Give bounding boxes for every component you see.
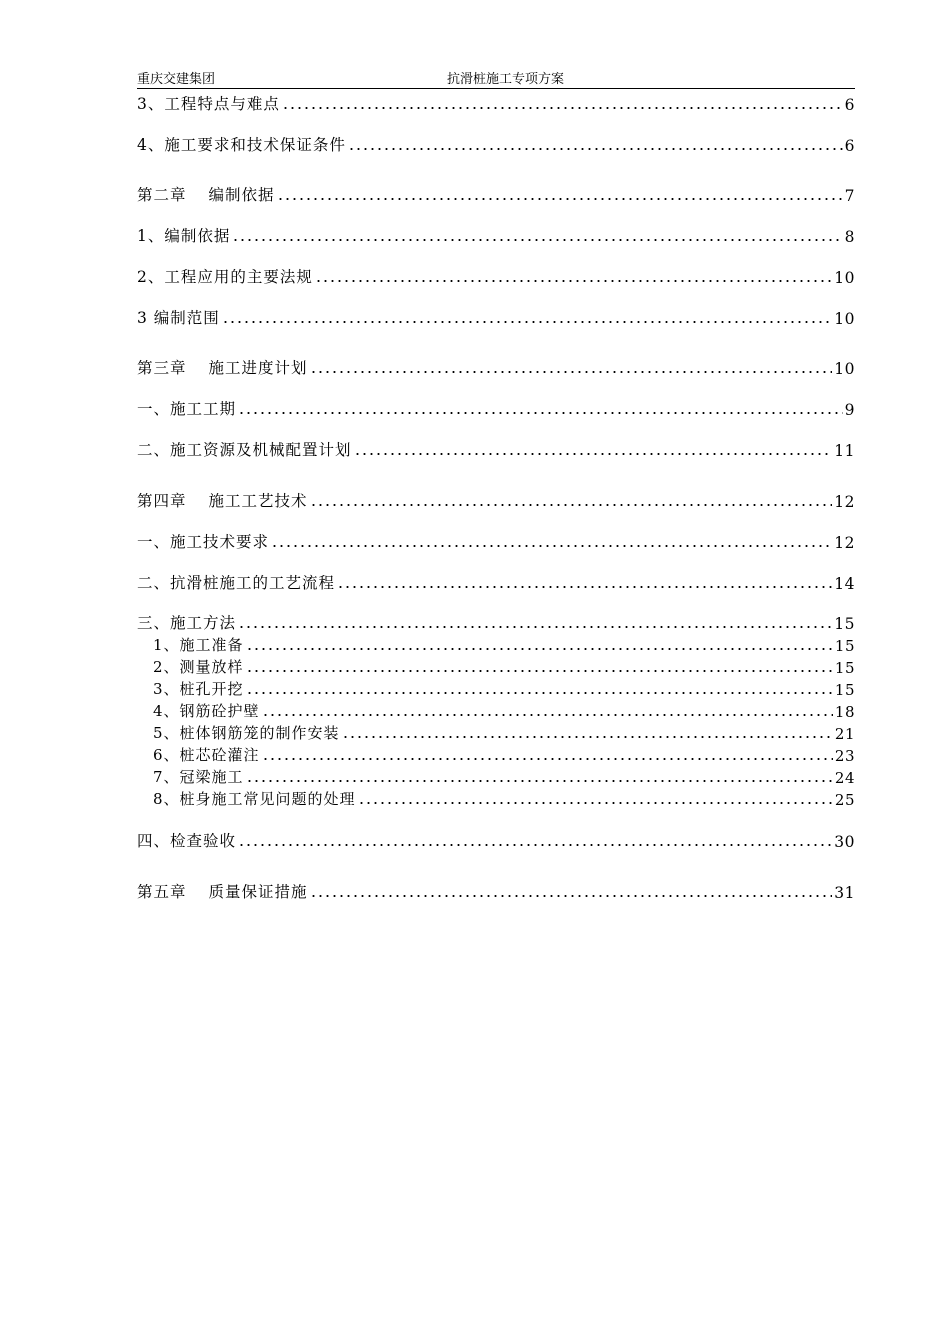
chapter-number: 第四章	[137, 492, 187, 510]
toc-subentry[interactable]	[137, 701, 855, 721]
toc-title: 四、检查验收	[137, 832, 237, 850]
toc-page: 11	[834, 442, 855, 460]
toc-page: 14	[834, 575, 855, 593]
chapter-name: 编制依据	[208, 186, 275, 204]
toc-leader	[337, 585, 832, 589]
toc-leader	[342, 735, 833, 739]
toc-chapter-entry[interactable]	[137, 880, 855, 902]
toc-entry[interactable]	[137, 133, 855, 155]
toc-subentry[interactable]	[137, 657, 855, 677]
toc-title: 4、钢筋砼护壁	[153, 702, 260, 720]
toc-entry[interactable]	[137, 306, 855, 328]
toc-leader	[222, 320, 832, 324]
chapter-name: 质量保证措施	[208, 883, 308, 901]
toc-leader	[246, 779, 833, 783]
toc-leader	[310, 370, 833, 374]
toc-title: 3、工程特点与难点	[137, 95, 280, 113]
toc-title: 8、桩身施工常见问题的处理	[153, 790, 356, 808]
toc-title	[137, 356, 308, 378]
chapter-number: 第五章	[137, 883, 187, 901]
toc-title: 5、桩体钢筋笼的制作安装	[153, 724, 340, 742]
toc-title	[137, 489, 308, 511]
toc-page: 18	[834, 703, 855, 721]
toc-leader	[238, 843, 832, 847]
chapter-name: 施工工艺技术	[208, 492, 308, 510]
toc-page: 10	[834, 310, 855, 328]
chapter-name: 施工进度计划	[208, 359, 308, 377]
toc-title: 7、冠梁施工	[153, 768, 244, 786]
toc-title: 6、桩芯砼灌注	[153, 746, 260, 764]
toc-page: 12	[834, 534, 855, 552]
toc-title: 3、桩孔开挖	[153, 680, 244, 698]
toc-page: 6	[844, 96, 855, 114]
toc-page: 10	[834, 269, 855, 287]
toc-leader	[238, 625, 832, 629]
toc-subentry[interactable]	[137, 723, 855, 743]
toc-entry[interactable]	[137, 92, 855, 114]
toc-subentry[interactable]	[137, 635, 855, 655]
toc-page: 23	[834, 747, 855, 765]
toc-page: 15	[834, 659, 855, 677]
page-header	[137, 66, 855, 89]
toc-page: 30	[834, 833, 855, 851]
toc-leader	[310, 503, 833, 507]
toc-page: 25	[834, 791, 855, 809]
toc-title: 一、施工技术要求	[137, 533, 270, 551]
toc-leader	[238, 411, 843, 415]
toc-leader	[277, 197, 843, 201]
toc-leader	[282, 106, 843, 110]
toc-entry[interactable]	[137, 611, 855, 633]
header-company: 重庆交建集团	[137, 72, 216, 87]
toc-page: 6	[844, 137, 855, 155]
toc-title	[137, 880, 308, 902]
toc-entry[interactable]	[137, 224, 855, 246]
toc-title: 2、测量放样	[153, 658, 244, 676]
toc-page: 31	[834, 884, 855, 902]
toc-leader	[310, 894, 833, 898]
toc-page: 15	[834, 681, 855, 699]
toc-chapter-entry[interactable]	[137, 356, 855, 378]
toc-subentry[interactable]	[137, 789, 855, 809]
toc-leader	[246, 691, 833, 695]
chapter-number: 第二章	[137, 186, 187, 204]
toc-chapter-entry[interactable]	[137, 183, 855, 205]
toc-leader	[348, 147, 843, 151]
toc-page: 10	[834, 360, 855, 378]
toc-page: 24	[834, 769, 855, 787]
toc-title: 2、工程应用的主要法规	[137, 268, 313, 286]
toc-title: 二、施工资源及机械配置计划	[137, 441, 352, 459]
header-document-title: 抗滑桩施工专项方案	[447, 72, 565, 87]
toc-page: 21	[834, 725, 855, 743]
toc-title: 4、施工要求和技术保证条件	[137, 136, 346, 154]
toc-entry[interactable]	[137, 571, 855, 593]
toc-entry[interactable]	[137, 265, 855, 287]
toc-subentry[interactable]	[137, 745, 855, 765]
toc-leader	[271, 544, 832, 548]
toc-title: 3 编制范围	[137, 309, 220, 327]
toc-chapter-entry[interactable]	[137, 489, 855, 511]
toc-title: 1、施工准备	[153, 636, 244, 654]
toc-page: 8	[844, 228, 855, 246]
toc-leader	[262, 713, 833, 717]
toc-leader	[232, 238, 842, 242]
toc-entry[interactable]	[137, 829, 855, 851]
toc-title: 1、编制依据	[137, 227, 231, 245]
toc-title: 一、施工工期	[137, 400, 237, 418]
toc-page: 12	[834, 493, 855, 511]
toc-title	[137, 183, 275, 205]
toc-leader	[246, 669, 833, 673]
toc-leader	[246, 647, 833, 651]
toc-leader	[358, 801, 833, 805]
toc-page: 15	[834, 637, 855, 655]
toc-entry[interactable]	[137, 397, 855, 419]
toc-page: 15	[834, 615, 855, 633]
toc-subentry[interactable]	[137, 767, 855, 787]
toc-title: 二、抗滑桩施工的工艺流程	[137, 574, 336, 592]
toc-entry[interactable]	[137, 438, 855, 460]
toc-leader	[354, 452, 833, 456]
toc-page: 7	[844, 187, 855, 205]
toc-title: 三、施工方法	[137, 614, 237, 632]
toc-leader	[315, 279, 832, 283]
chapter-number: 第三章	[137, 359, 187, 377]
toc-leader	[262, 757, 833, 761]
toc-page: 9	[844, 401, 855, 419]
toc-subentry[interactable]	[137, 679, 855, 699]
toc-entry[interactable]	[137, 530, 855, 552]
